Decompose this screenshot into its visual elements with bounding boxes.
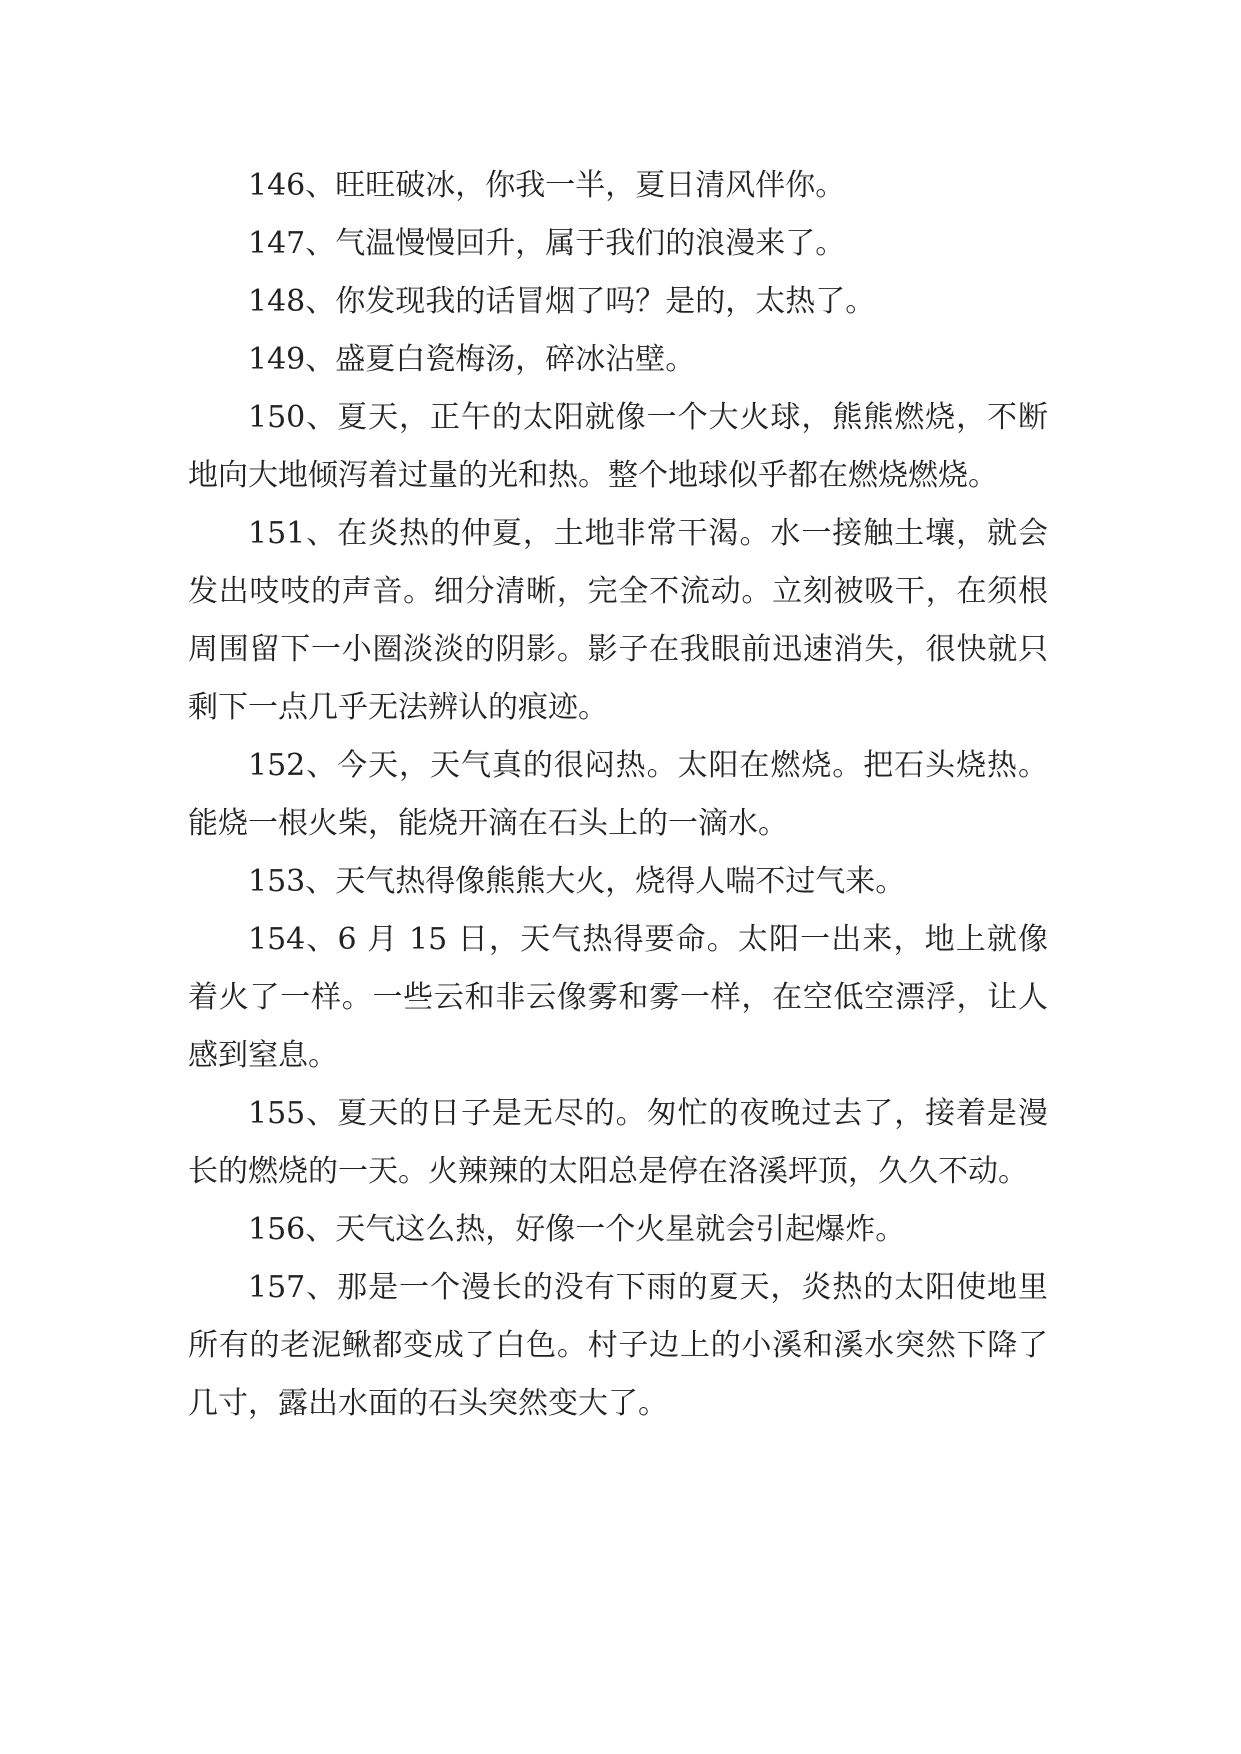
paragraph-157: 157、那是一个漫长的没有下雨的夏天，炎热的太阳使地里所有的老泥鳅都变成了白色。村子边上的小溪和溪水突然下降了几寸，露出水面的石头突然变大了。 [188,1270,1048,1421]
paragraph-146: 146、旺旺破冰，你我一半，夏日清风伴你。 [248,168,846,203]
paragraph-153: 153、天气热得像熊熊大火，烧得人喘不过气来。 [248,864,906,899]
paragraph-149: 149、盛夏白瓷梅汤，碎冰沾壁。 [248,342,696,377]
paragraph-151: 151、在炎热的仲夏，土地非常干渴。水一接触土壤，就会发出吱吱的声音。细分清晰，完全不流动。立刻被吸干，在须根周围留下一小圈淡淡的阴影。影子在我眼前迅速消失，很快就只剩下一点几乎无法辨认的痕迹。 [188,516,1048,725]
paragraph-155: 155、夏天的日子是无尽的。匆忙的夜晚过去了，接着是漫长的燃烧的一天。火辣辣的太阳总是停在洛溪坪顶，久久不动。 [188,1096,1048,1189]
paragraph-156: 156、天气这么热，好像一个火星就会引起爆炸。 [248,1212,906,1247]
paragraph-152: 152、今天，天气真的很闷热。太阳在燃烧。把石头烧热。能烧一根火柴，能烧开滴在石头上的一滴水。 [188,748,1048,841]
paragraph-147: 147、气温慢慢回升，属于我们的浪漫来了。 [248,226,846,261]
paragraph-148: 148、你发现我的话冒烟了吗？是的，太热了。 [248,284,876,319]
paragraph-154: 154、6 月 15 日，天气热得要命。太阳一出来，地上就像着火了一样。一些云和非云像雾和雾一样，在空低空漂浮，让人感到窒息。 [188,922,1048,1073]
paragraph-150: 150、夏天，正午的太阳就像一个大火球，熊熊燃烧，不断地向大地倾泻着过量的光和热。整个地球似乎都在燃烧燃烧。 [188,400,1048,493]
document-body [188,157,1048,1433]
